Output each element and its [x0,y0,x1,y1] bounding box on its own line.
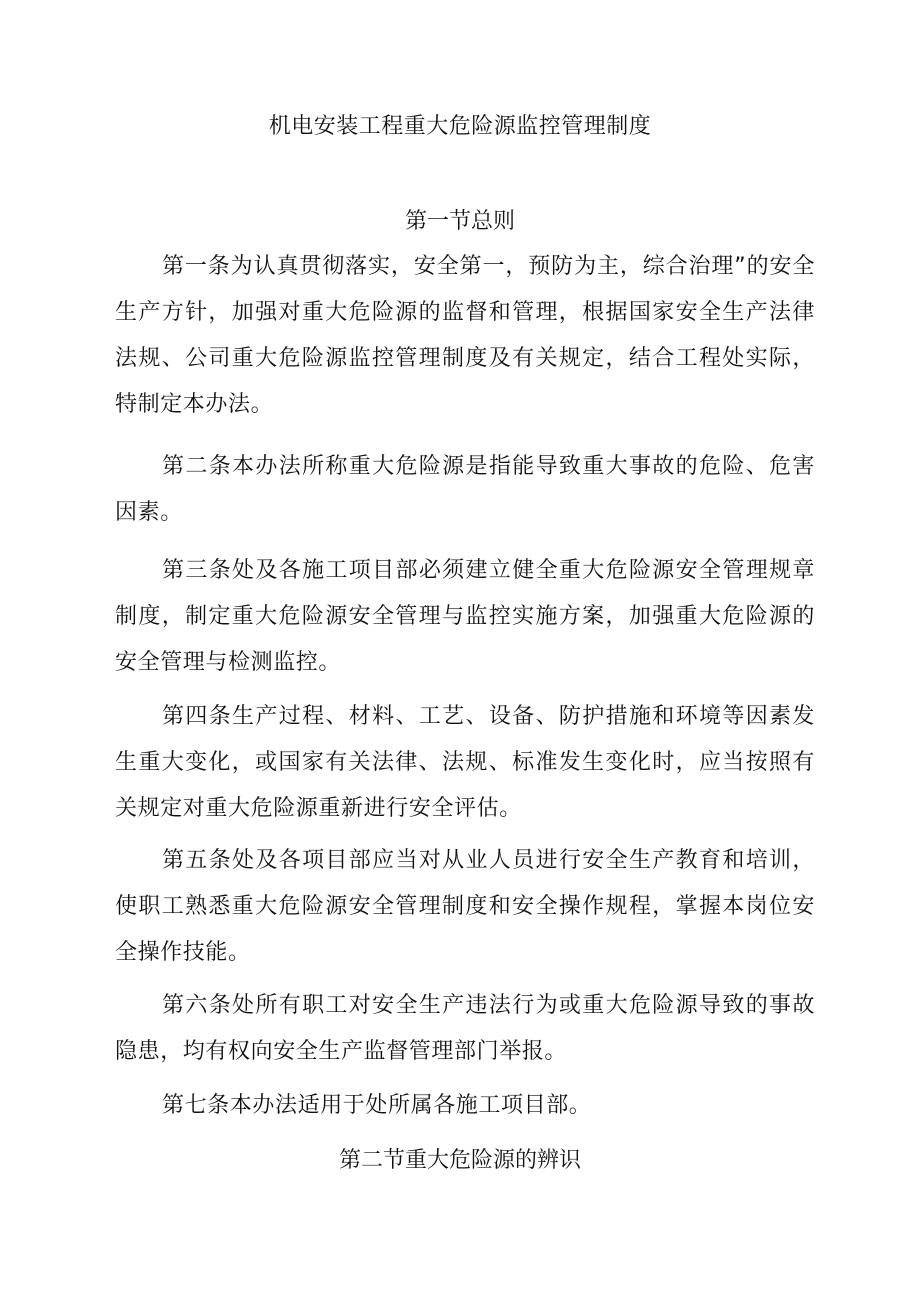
article-2: 第二条本办法所称重大危险源是指能导致重大事故的危险、危害因素。 [115,454,815,525]
article-7: 第七条本办法适用于处所属各施工项目部。 [162,1093,592,1118]
article-3: 第三条处及各施工项目部必须建立健全重大危险源安全管理规章制度，制定重大危险源安全管理与监控实施方案，加强重大危险源的安全管理与检测监控。 [115,558,815,675]
section-heading-1: 第一节总则 [404,209,515,234]
document-title: 机电安装工程重大危险源监控管理制度 [268,114,652,139]
article-1: 第一条为认真贯彻落实，安全第一，预防为主，综合治理”的安全生产方针，加强对重大危险源的监督和管理，根据国家安全生产法律法规、公司重大危险源监控管理制度及有关规定，结合工程处实际，特制定本办法。 [115,254,815,417]
article-5: 第五条处及各项目部应当对从业人员进行安全生产教育和培训，使职工熟悉重大危险源安全管理制度和安全操作规程，掌握本岗位安全操作技能。 [115,848,815,965]
article-4: 第四条生产过程、材料、工艺、设备、防护措施和环境等因素发生重大变化，或国家有关法律、法规、标准发生变化时，应当按照有关规定对重大危险源重新进行安全评估。 [115,704,815,821]
section-heading-2: 第二节重大危险源的辨识 [338,1148,581,1173]
article-6: 第六条处所有职工对安全生产违法行为或重大危险源导致的事故隐患，均有权向安全生产监督管理部门举报。 [115,993,815,1064]
